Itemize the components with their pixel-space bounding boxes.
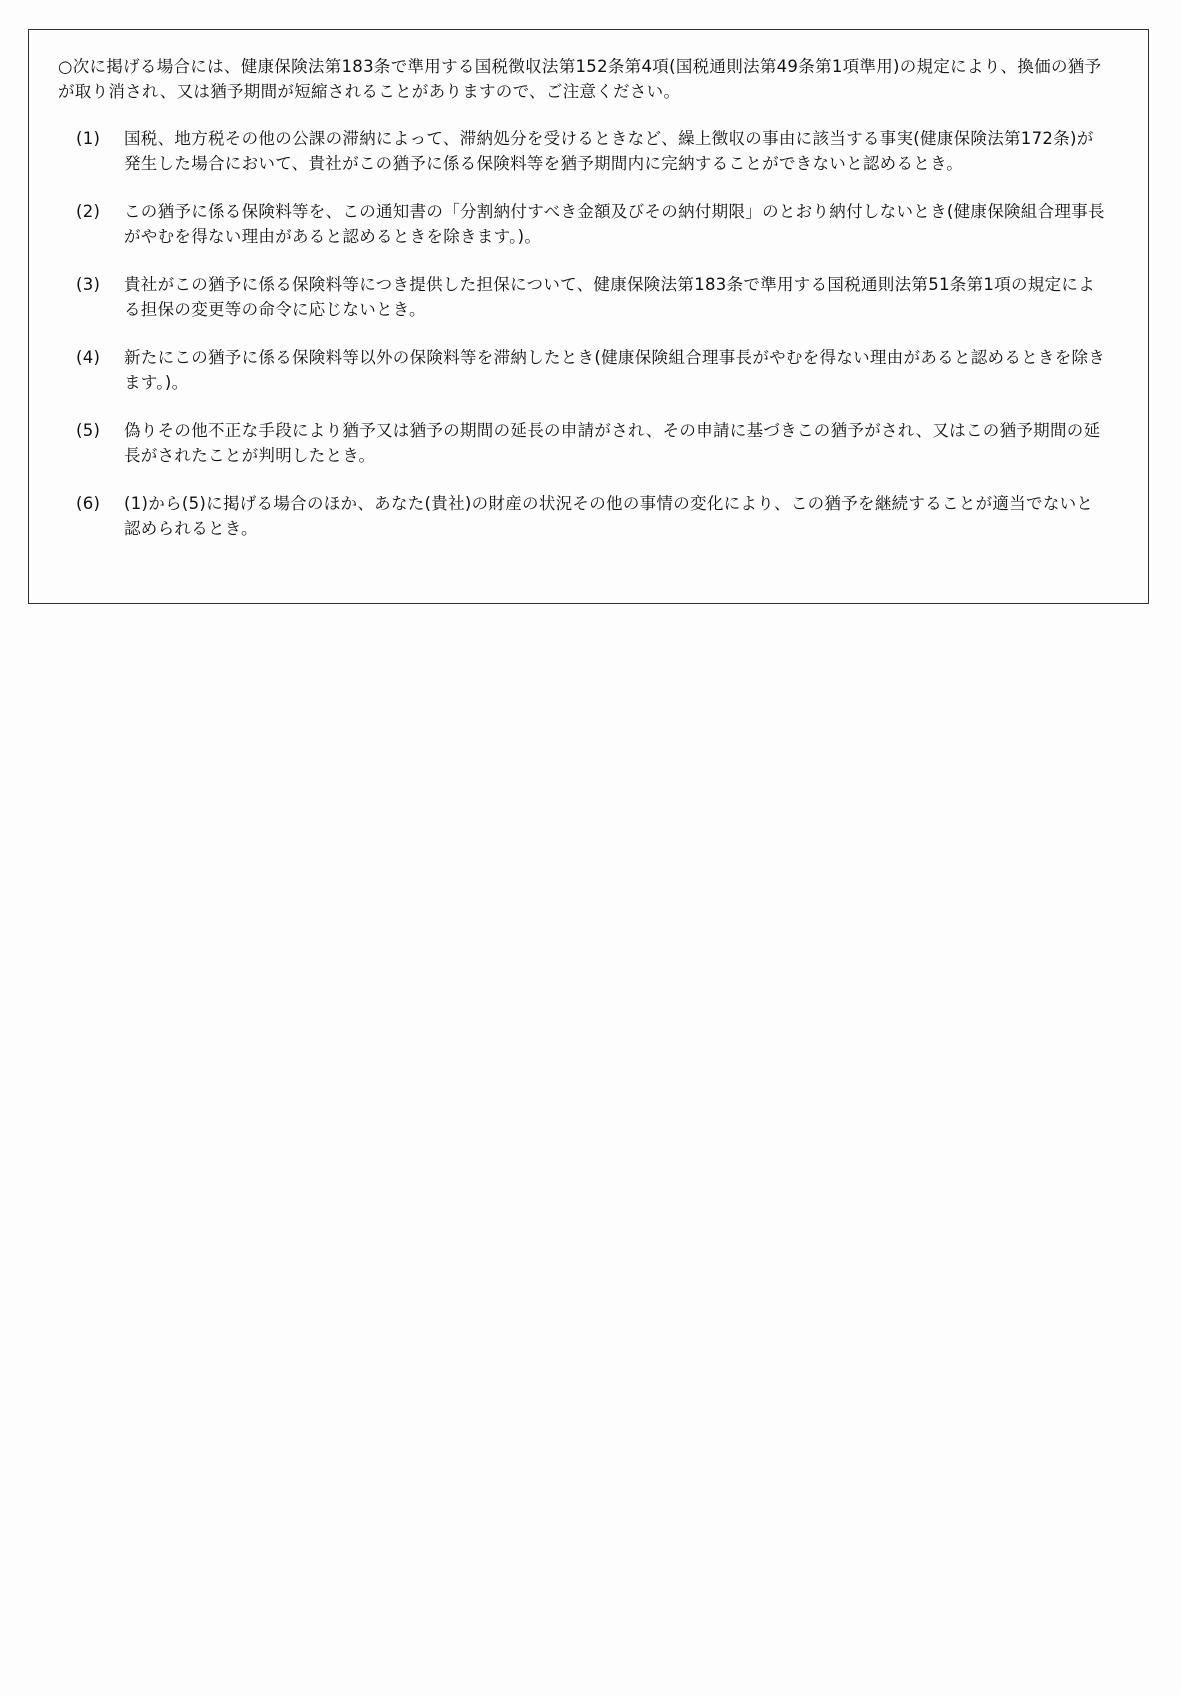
item-number: (2) xyxy=(76,202,101,221)
list-item xyxy=(58,199,1108,249)
list-item xyxy=(58,345,1108,395)
item-number: (1) xyxy=(76,129,101,148)
notice-intro: ○次に掲げる場合には、健康保険法第183条で準用する国税徴収法第152条第4項(国税通則法第49条第1項準用)の規定により、換価の猶予が取り消され、又は猶予期間が短縮されることがありますので、ご注意ください。 xyxy=(58,57,1102,101)
list-item xyxy=(58,491,1108,541)
item-number: (3) xyxy=(76,275,101,294)
list-item xyxy=(58,418,1108,468)
item-text: 貴社がこの猶予に係る保険料等につき提供した担保について、健康保険法第183条で準用する国税通則法第51条第1項の規定による担保の変更等の命令に応じないとき。 xyxy=(124,275,1095,319)
list-item xyxy=(58,272,1108,322)
item-text: 国税、地方税その他の公課の滞納によって、滞納処分を受けるときなど、繰上徴収の事由に該当する事実(健康保険法第172条)が発生した場合において、貴社がこの猶予に係る保険料等を猶予期間内に完納することができないと認めるとき。 xyxy=(124,129,1094,173)
notice-box xyxy=(28,29,1149,604)
item-text: 偽りその他不正な手段により猶予又は猶予の期間の延長の申請がされ、その申請に基づきこの猶予がされ、又はこの猶予期間の延長がされたことが判明したとき。 xyxy=(124,421,1101,465)
item-text: この猶予に係る保険料等を、この通知書の「分割納付すべき金額及びその納付期限」のとおり納付しないとき(健康保険組合理事長がやむを得ない理由があると認めるときを除きます。)。 xyxy=(124,202,1105,246)
item-number: (5) xyxy=(76,421,101,440)
item-text: 新たにこの猶予に係る保険料等以外の保険料等を滞納したとき(健康保険組合理事長がやむを得ない理由があると認めるときを除きます。)。 xyxy=(124,348,1106,392)
condition-list xyxy=(58,126,1108,541)
list-item xyxy=(58,126,1108,176)
item-number: (6) xyxy=(76,494,101,513)
item-text: (1)から(5)に掲げる場合のほか、あなた(貴社)の財産の状況その他の事情の変化により、この猶予を継続することが適当でないと認められるとき。 xyxy=(124,494,1094,538)
item-number: (4) xyxy=(76,348,101,367)
